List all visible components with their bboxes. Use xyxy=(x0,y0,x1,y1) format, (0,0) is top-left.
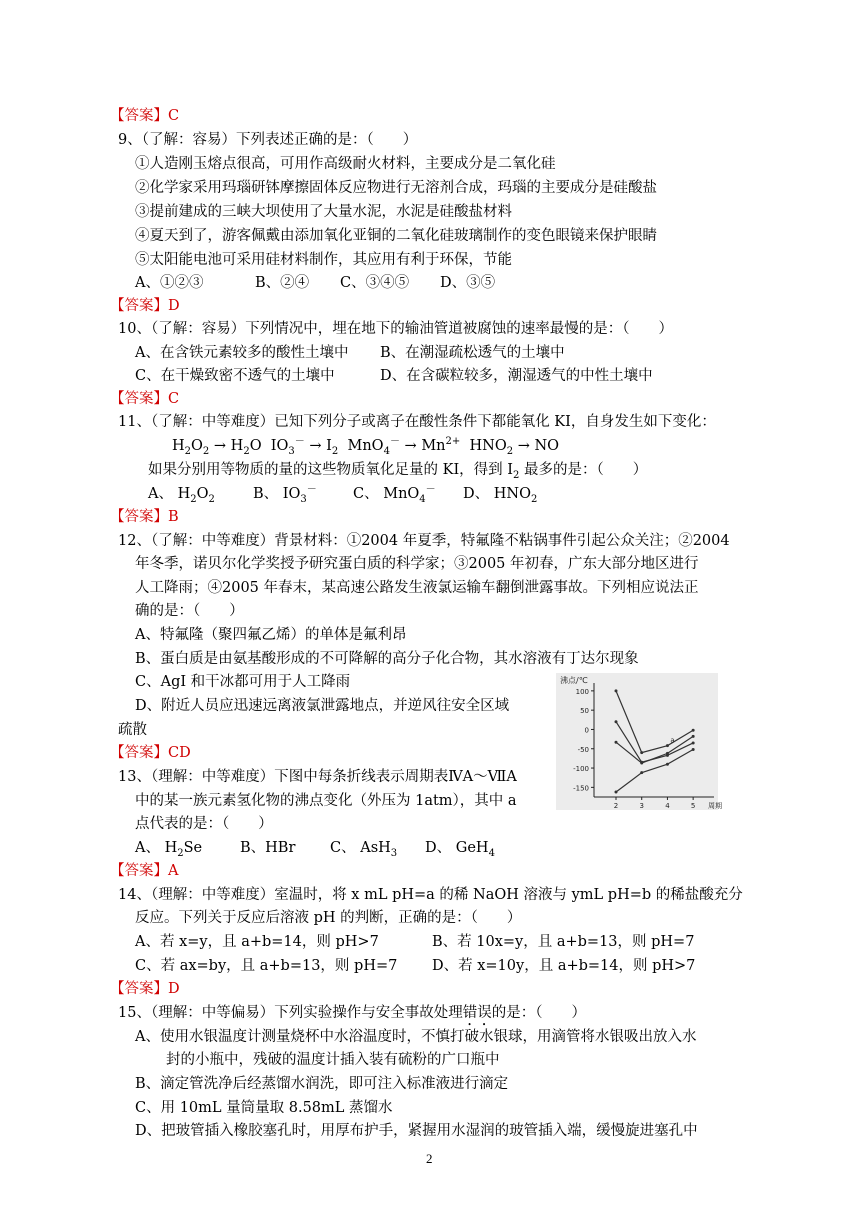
data-point xyxy=(692,729,695,732)
question-stem-line: 14、（理解：中等难度）室温时，将 x mL pH=a 的稀 NaOH 溶液与 ymL pH=b 的稀盐酸充分 xyxy=(118,887,743,903)
question-stem: 9、（了解：容易）下列表述正确的是：（ ） xyxy=(118,132,418,148)
option-d: D、把玻管插入橡胶塞孔时，用厚布护手，紧握用水湿润的玻管插入端，缓慢旋进塞孔中 xyxy=(135,1123,698,1139)
y-axis-label: 沸点/℃ xyxy=(560,676,588,685)
emphasis-text: 错误 xyxy=(462,1005,492,1021)
data-point xyxy=(615,790,618,793)
data-point xyxy=(615,689,618,692)
option-d: D、③⑤ xyxy=(440,275,496,291)
answer-line-q14 xyxy=(110,978,180,1000)
chart-svg xyxy=(556,673,722,810)
data-point xyxy=(615,720,618,723)
question-stem-line: 确的是：（ ） xyxy=(135,603,244,619)
y-tick-label: -100 xyxy=(573,765,589,774)
option-b: B、②④ xyxy=(255,275,310,291)
data-point xyxy=(666,763,669,766)
answer-label: 【答案】 xyxy=(110,298,168,314)
answer-value: B xyxy=(168,509,179,525)
reaction-equations: $H_2O_2 \to H_2O$ $IO_3^- \to I_2$ $MnO_4^- \to Mn^{2+}$ $HNO_2$ → NO xyxy=(172,436,560,457)
answer-value: C xyxy=(168,108,180,124)
answer-value: C xyxy=(168,391,180,407)
option-c: C、 AsH$_3$ xyxy=(330,840,398,859)
data-point xyxy=(692,741,695,744)
x-tick-label: 5 xyxy=(690,802,696,810)
data-point xyxy=(666,752,669,755)
option-c: C、③④⑤ xyxy=(340,275,410,291)
option-row xyxy=(135,365,653,387)
option-a-continued: 封的小瓶中，残破的温度计插入装有硫粉的广口瓶中 xyxy=(166,1052,500,1068)
page-number: 2 xyxy=(426,1151,433,1166)
answer-value: A xyxy=(168,863,179,879)
point-a-annotation: a xyxy=(670,736,675,745)
statement-item: ④夏天到了，游客佩戴由添加氧化亚铜的二氧化硅玻璃制作的变色眼镜来保护眼睛 xyxy=(135,228,657,244)
data-point xyxy=(640,751,643,754)
option-row xyxy=(148,483,537,505)
option-c: C、若 ax=by，且 a+b=13，则 pH=7 xyxy=(135,958,398,974)
y-tick-label: -50 xyxy=(577,745,589,754)
statement-item: ③提前建成的三峡大坝使用了大量水泥，水泥是硅酸盐材料 xyxy=(135,204,512,220)
data-point xyxy=(666,744,669,747)
question-stem-line: 反应。下列关于反应后溶液 pH 的判断，正确的是：（ ） xyxy=(135,910,522,926)
option-a: A、特氟隆（聚四氟乙烯）的单体是氟利昂 xyxy=(135,627,407,643)
question-stem: 11、（了解：中等难度）已知下列分子或离子在酸性条件下都能氧化 KI，自身发生如下变化： xyxy=(118,414,716,430)
option-b: B、若 10x=y，且 a+b=13，则 pH=7 xyxy=(432,934,695,950)
option-c: C、AgI 和干冰都可用于人工降雨 xyxy=(135,674,351,690)
answer-label: 【答案】 xyxy=(110,981,168,997)
option-d: D、 $HNO_2$ xyxy=(463,486,538,505)
option-d: D、 GeH$_4$ xyxy=(425,840,495,859)
y-tick-label: 50 xyxy=(580,707,589,716)
answer-label: 【答案】 xyxy=(110,509,168,525)
statement-item: ⑤太阳能电池可采用硅材料制作，其应用有利于环保，节能 xyxy=(135,252,512,268)
answer-value: D xyxy=(168,981,180,997)
question-stem-line: 中的某一族元素氢化物的沸点变化（外压为 1atm），其中 a xyxy=(135,793,517,809)
option-a: A、 $H_2O_2$ xyxy=(148,486,215,505)
statement-item: ①人造刚玉熔点很高，可用作高级耐火材料，主要成分是二氧化硅 xyxy=(135,156,556,172)
answer-value: CD xyxy=(168,745,191,761)
statement-item: ②化学家采用玛瑙研钵摩擦固体反应物进行无溶剂合成，玛瑙的主要成分是硅酸盐 xyxy=(135,180,657,196)
question-stem-line: 点代表的是：（ ） xyxy=(135,816,273,832)
question-stem-line: 12、（了解：中等难度）背景材料：①2004 年夏季，特氟隆不粘锅事件引起公众关注；②2004 xyxy=(118,533,730,549)
option-row xyxy=(135,272,495,294)
answer-label: 【答案】 xyxy=(110,391,168,407)
data-point xyxy=(692,748,695,751)
answer-value: D xyxy=(168,298,180,314)
answer-line-q8 xyxy=(110,105,179,127)
y-tick-label: 0 xyxy=(584,726,589,735)
option-d: D、若 x=10y，且 a+b=14，则 pH>7 xyxy=(432,958,696,974)
option-d: D、在含碳粒较多，潮湿透气的中性土壤中 xyxy=(380,368,653,384)
question-stem-line: 年冬季，诺贝尔化学奖授予研究蛋白质的科学家；③2005 年初春，广东大部分地区进行 xyxy=(135,556,699,572)
option-a: A、①②③ xyxy=(135,275,204,291)
x-tick-label: 2 xyxy=(613,802,619,810)
option-a: A、 $H_2Se$ xyxy=(135,840,203,859)
option-b: B、滴定管洗净后经蒸馏水润洗，即可注入标准液进行滴定 xyxy=(135,1076,509,1092)
option-b: B、在潮湿疏松透气的土壤中 xyxy=(380,345,565,361)
answer-label: 【答案】 xyxy=(110,108,168,124)
y-tick-label: 100 xyxy=(575,687,589,696)
series-line xyxy=(616,750,693,792)
x-tick-label: 4 xyxy=(665,802,670,810)
option-c: C、用 10mL 量筒量取 8.58mL 蒸馏水 xyxy=(135,1100,393,1116)
answer-line-q12 xyxy=(110,742,191,764)
data-point xyxy=(692,735,695,738)
data-point xyxy=(640,771,643,774)
question-stem-line: 人工降雨；④2005 年春末，某高速公路发生液氯运输车翻倒泄露事故。下列相应说法正 xyxy=(135,580,699,596)
answer-line-q9 xyxy=(110,295,180,317)
option-c: C、在干燥致密不透气的土壤中 xyxy=(135,368,335,384)
boiling-point-chart xyxy=(556,673,722,810)
option-b: B、蛋白质是由氨基酸形成的不可降解的高分子化合物，其水溶液有丁达尔现象 xyxy=(135,651,639,667)
answer-label: 【答案】 xyxy=(110,745,168,761)
option-row xyxy=(135,342,565,364)
option-a: A、若 x=y，且 a+b=14，则 pH>7 xyxy=(135,934,379,950)
x-tick-label: 3 xyxy=(639,802,644,810)
option-b: B、HBr xyxy=(240,840,296,856)
answer-line-q11 xyxy=(110,506,179,528)
option-b: B、 $IO_3^-$ xyxy=(253,484,317,505)
answer-line-q13 xyxy=(110,860,178,882)
option-row xyxy=(135,931,694,953)
question-stem: 15、（理解：中等偏易）下列实验操作与安全事故处理错误的是：（ ） xyxy=(118,1005,586,1021)
option-row xyxy=(135,955,695,977)
answer-label: 【答案】 xyxy=(110,863,168,879)
data-point xyxy=(640,762,643,765)
question-stem: 10、（了解：容易）下列情况中，埋在地下的输油管道被腐蚀的速率最慢的是：（ ） xyxy=(118,321,673,337)
question-stem-line: 13、（理解：中等难度）下图中每条折线表示周期表ⅣA～ⅦA xyxy=(118,769,517,785)
x-axis-label: 周期 xyxy=(708,802,722,810)
y-tick-label: -150 xyxy=(573,784,589,793)
option-d-continued: 疏散 xyxy=(118,722,147,738)
data-point xyxy=(615,741,618,744)
option-a: A、在含铁元素较多的酸性土壤中 xyxy=(135,345,349,361)
option-d: D、附近人员应迅速远离液氯泄露地点，并逆风往安全区域 xyxy=(135,698,510,714)
question-text: 如果分别用等物质的量的这些物质氧化足量的 KI，得到 $I_2$ 最多的是：（ ） xyxy=(148,462,648,481)
option-row xyxy=(135,837,495,859)
answer-line-q10 xyxy=(110,388,179,410)
option-c: C、 MnO$_4$－ xyxy=(353,484,436,505)
option-a: A、使用水银温度计测量烧杯中水浴温度时，不慎打破水银球，用滴管将水银吸出放入水 xyxy=(135,1029,697,1045)
